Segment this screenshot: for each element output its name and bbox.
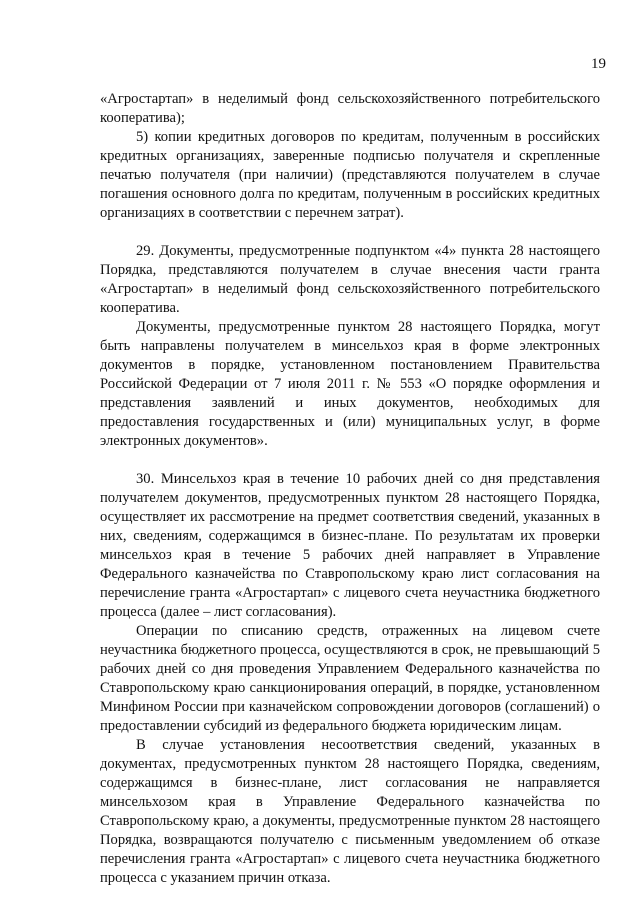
paragraph-30-operations: Операции по списанию средств, отраженных на лицевом счете неучастника бюджетного процесса, осуществляются в срок, не превышающий 5 рабочих дней со дня проведения Управлением Федерального казначейства по Ставропольскому краю санкционирования операций, в порядке, установленном Минфином России при казначейском сопровождении договоров (соглашений) о предоставлении субсидий из федерального бюджета юридическим лицам.: [100, 623, 600, 734]
paragraph-29-electronic: Документы, предусмотренные пунктом 28 настоящего Порядка, могут быть направлены получателем в минсельхоз края в форме электронных документов в порядке, установленном постановлением Правительства Российской Федерации от 7 июля 2011 г. № 553 «О порядке оформления и представления заявлений и иных документов, необходимых для предоставления государственных и (или) муниципальных услуг, в форме электронных документов».: [100, 319, 600, 449]
paragraph-30-refusal: В случае установления несоответствия сведений, указанных в документах, предусмотренных пунктом 28 настоящего Порядка, сведениям, содержащимся в бизнес-плане, лист согласования не направляется минсельхозом края в Управление Федерального казначейства по Ставропольскому краю, а документы, предусмотренные пунктом 28 настоящего Порядка, возвращаются получателю с письменным уведомлением об отказе перечисления гранта «Агростартап» с лицевого счета неучастника бюджетного процесса с указанием причин отказа.: [100, 737, 600, 886]
page-number: 19: [591, 56, 606, 72]
paragraph-item-5: 5) копии кредитных договоров по кредитам, полученным в российских кредитных организациях, заверенные подписью получателя и скрепленные печатью получателя (при наличии) (представляются получателем в случае погашения основного долга по кредитам, полученным в российских кредитных организациях в соответствии с перечнем затрат).: [100, 129, 600, 221]
paragraph-30: 30. Минсельхоз края в течение 10 рабочих дней со дня представления получателем документов, предусмотренных пунктом 28 настоящего Порядка, осуществляет их рассмотрение на предмет соответствия сведений, указанных в них, сведениям, содержащимся в бизнес-плане. По результатам их проверки минсельхоз края в течение 5 рабочих дней направляет в Управление Федерального казначейства по Ставропольскому краю лист согласования на перечисление гранта «Агростартап» с лицевого счета неучастника бюджетного процесса (далее – лист согласования).: [100, 471, 600, 620]
document-body: [100, 90, 600, 888]
paragraph-29: 29. Документы, предусмотренные подпунктом «4» пункта 28 настоящего Порядка, представляются получателем в случае внесения части гранта «Агростартап» в неделимый фонд сельскохозяйственного потребительского кооператива.: [100, 243, 600, 316]
paragraph-continuation: «Агростартап» в неделимый фонд сельскохозяйственного потребительского кооператива);: [100, 91, 600, 126]
